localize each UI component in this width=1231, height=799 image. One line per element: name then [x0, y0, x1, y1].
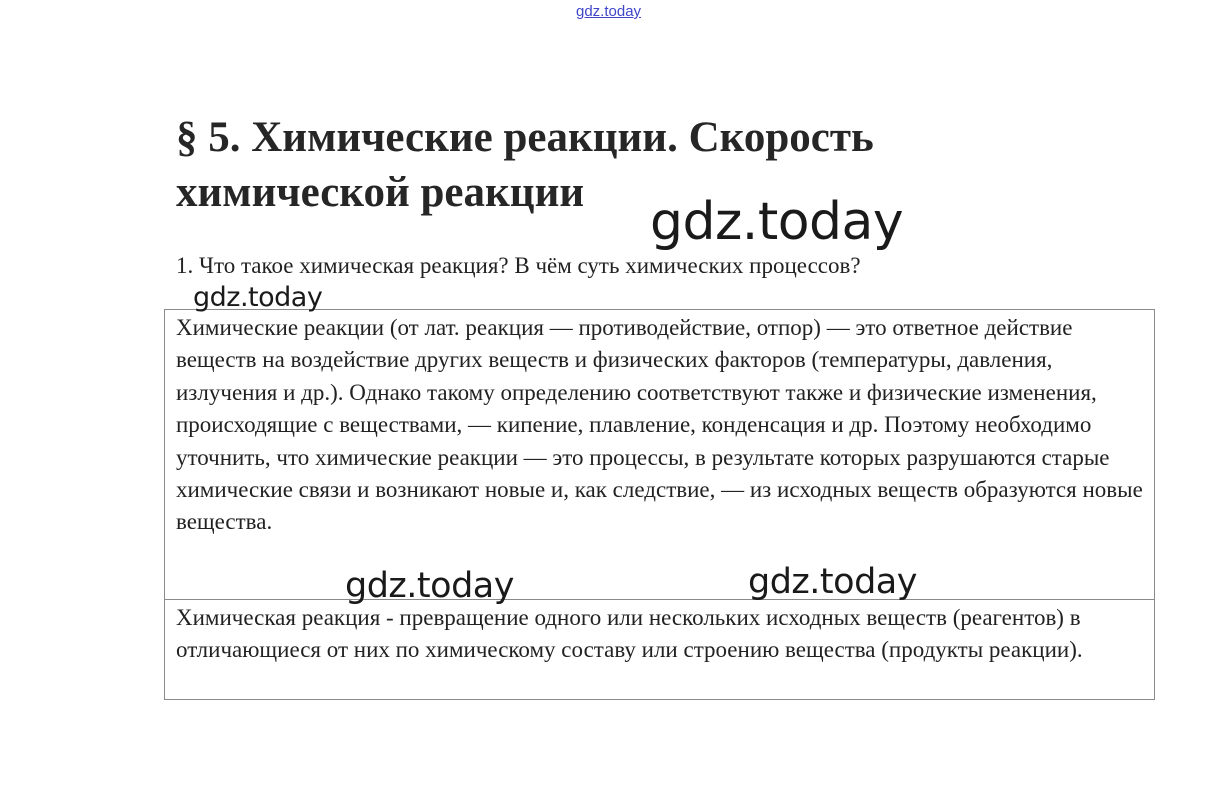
site-link[interactable]: gdz.today	[576, 3, 642, 20]
watermark-small: gdz.today	[193, 282, 323, 313]
watermark-small: gdz.today	[748, 562, 917, 602]
watermark-small: gdz.today	[345, 566, 514, 606]
section-title: § 5. Химические реакции. Скорость химической реакции	[176, 114, 874, 216]
watermark-large: gdz.today	[650, 192, 904, 252]
answer-paragraph-1: Химические реакции (от лат. реакция — противодействие, отпор) — это ответное действие веществ на воздействие других веществ и физических факторов (температуры, давления, излучения и др.). Однако такому определению соответствуют также и физические изменения, происходящие с веществами, — кипение, плавление, конденсация и др. Поэтому необходимо уточнить, что химические реакции — это процессы, в результате которых разрушаются старые химические связи и возникают новые и, как следствие, — из исходных веществ образуются новые вещества.	[165, 310, 1154, 600]
question-text: 1. Что такое химическая реакция? В чём суть химических процессов?	[176, 253, 861, 278]
answer-paragraph-2: Химическая реакция - превращение одного или нескольких исходных веществ (реагентов) в отличающиеся от них по химическому составу или строению вещества (продукты реакции).	[176, 605, 1083, 663]
answer-box	[164, 309, 1155, 700]
